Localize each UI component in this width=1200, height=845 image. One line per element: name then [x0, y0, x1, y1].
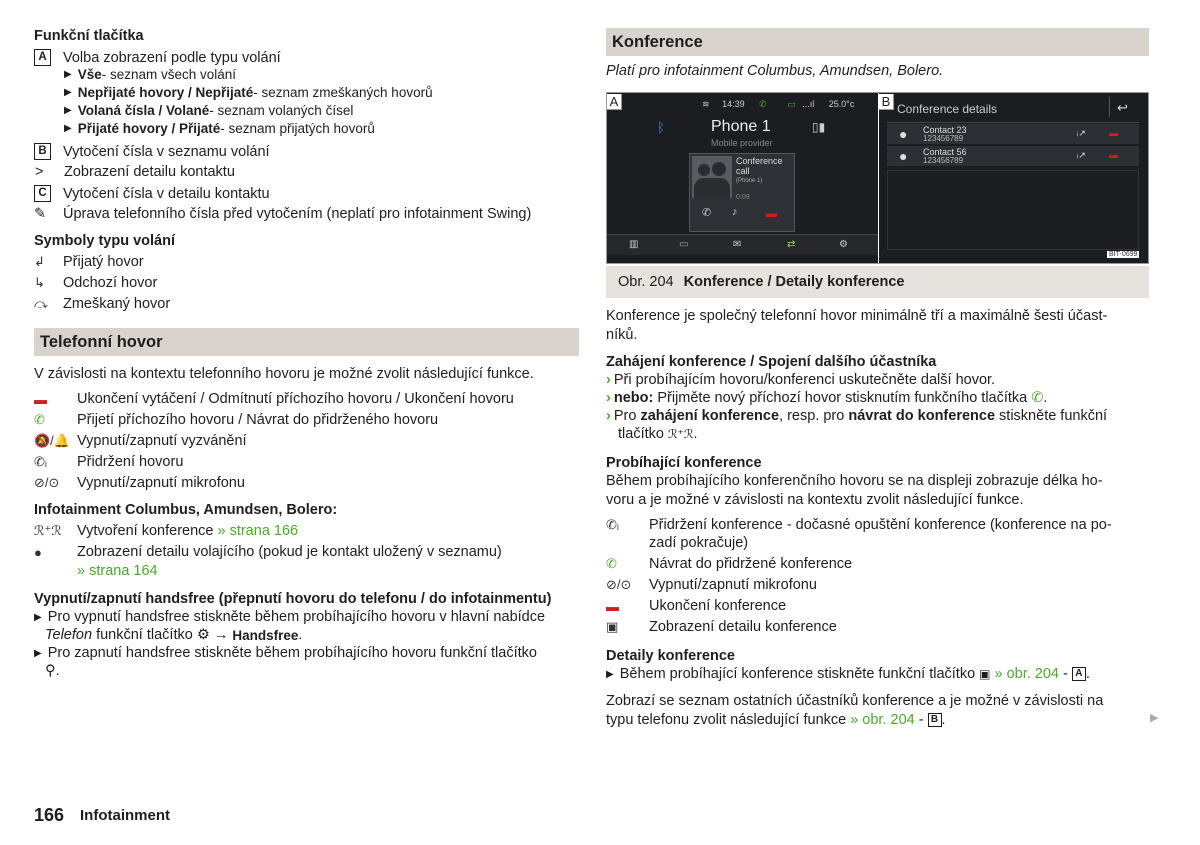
item-text: Zmeškaný hovor	[63, 296, 171, 312]
instruction: › nebo: Přijměte nový příchozí hovor stisknutím funkčního tlačítka ✆ .	[606, 390, 1048, 406]
marker-a: A	[34, 49, 51, 66]
list-item	[606, 517, 1112, 533]
contact-name: Contact 23	[923, 125, 967, 135]
ongoing-line: voru a je možné v závislosti na kontextu zvolit následující funkce.	[606, 491, 1024, 508]
sub-item-text: - seznam přijatých hovorů	[220, 121, 375, 136]
page-link[interactable]: » strana 166	[217, 523, 299, 539]
section-title: Telefonní hovor	[34, 328, 579, 356]
symbols-heading: Symboly typu volání	[34, 233, 175, 249]
item-text: Vypnutí/zapnutí mikrofonu	[649, 577, 817, 593]
conference-icon: ℛ⁺ℛ	[34, 523, 62, 538]
screen-a	[607, 93, 878, 263]
hangup-icon: ▬	[34, 391, 47, 407]
instruction-text: Pro vypnutí handsfree stiskněte během probíhajícího hovoru v hlavní nabídce	[47, 609, 546, 625]
instruction: ▶ Pro vypnutí handsfree stiskněte během probíhajícího hovoru v hlavní nabídce	[34, 609, 546, 625]
conference-icon: ℛ⁺ℛ	[667, 427, 694, 441]
item-text: Zobrazení detailu volajícího (pokud je kontakt uložený v seznamu)	[77, 544, 502, 560]
marker-c: C	[34, 185, 51, 202]
list-item	[34, 143, 270, 160]
hangup-icon[interactable]: ▬	[766, 208, 777, 220]
list-item	[34, 454, 183, 470]
sub-item-bold: Vše	[77, 67, 102, 82]
list-item	[34, 275, 157, 291]
instruction-bold: návrat do konference	[848, 408, 996, 424]
accept-call-icon: ✆	[34, 412, 45, 427]
instruction-text: funkční tlačítko ⚙ →	[92, 627, 233, 643]
hold-call-icon: ✆ᵢ	[34, 454, 47, 469]
provider-name: Mobile provider	[711, 138, 773, 148]
item-text: Vytočení čísla v seznamu volání	[63, 143, 270, 160]
list-item	[34, 254, 144, 270]
infotainment-heading: Infotainment Columbus, Amundsen, Bolero:	[34, 502, 338, 518]
instruction: ▶ Pro zapnutí handsfree stiskněte během probíhajícího hovoru funkční tlačítko	[34, 645, 537, 661]
transfer-icon[interactable]: ⇄	[787, 239, 796, 250]
status-bar	[702, 99, 874, 113]
temperature: 25.0°c	[828, 99, 855, 109]
item-text: Zobrazení detailu kontaktu	[64, 164, 235, 180]
list-item	[606, 577, 817, 593]
hangup-icon: ▬	[606, 598, 619, 614]
instruction: Telefon funkční tlačítko ⚙ → Handsfree .	[45, 627, 303, 643]
subtitle: Platí pro infotainment Columbus, Amundsen, Bolero.	[606, 63, 944, 79]
page-link[interactable]: » strana 164	[77, 563, 158, 579]
incoming-call-icon: ↲	[34, 254, 45, 269]
figure-label-a: A	[607, 94, 622, 110]
sub-item-text: - seznam všech volání	[101, 67, 237, 82]
ongoing-line: Během probíhajícího konferenčního hovoru se na displeji zobrazuje délka ho-	[606, 473, 1103, 489]
details-line-text: typu telefonu zvolit následující funkce	[606, 711, 847, 728]
intro-line: níků.	[606, 326, 638, 343]
settings-icon[interactable]: ⚙	[839, 239, 848, 250]
figure-link[interactable]: » obr. 204	[850, 711, 915, 728]
list-item	[649, 535, 748, 551]
instruction: tlačítko ℛ⁺ℛ .	[618, 426, 698, 442]
hangup-icon[interactable]: ▬	[1109, 150, 1118, 160]
wifi-icon: ≋	[702, 99, 710, 109]
instruction-text: Přijměte nový příchozí hovor stisknutím funkčního tlačítka	[653, 390, 1028, 406]
intro-line: Konference je společný telefonní hovor minimálně tří a maximálně šesti účast-	[606, 308, 1108, 324]
sub-item: ▶ Nepřijaté hovory / Nepřijaté - seznam zmeškaných hovorů	[64, 85, 433, 100]
item-text: Vytvoření konference	[77, 523, 214, 539]
conference-details-icon: ▣	[606, 619, 619, 634]
list-item	[34, 523, 298, 539]
keypad-icon[interactable]: ▥	[629, 239, 639, 250]
table-row[interactable]	[887, 146, 1139, 166]
instruction: ▶ Během probíhající konference stiskněte funkční tlačítko ▣ » obr. 204 - A .	[606, 666, 1090, 682]
instruction: ⚲ .	[45, 663, 60, 679]
instruction-text: stiskněte funkční	[995, 408, 1108, 424]
list-item	[34, 475, 245, 491]
function-buttons-heading: Funkční tlačítka	[34, 28, 144, 44]
conference-details-icon: ▣	[979, 667, 991, 681]
list-item	[606, 556, 852, 572]
caption-text	[618, 274, 904, 290]
list-item	[34, 296, 170, 312]
list-item	[77, 563, 158, 579]
ongoing-text	[606, 472, 1103, 509]
list-item	[34, 206, 531, 222]
list-item	[606, 619, 837, 635]
signal-icon: ...ıl	[802, 99, 815, 109]
pencil-icon: ✎	[34, 206, 47, 222]
handsfree-icon: ⚲	[45, 663, 56, 679]
item-text: Přidržení hovoru	[77, 454, 184, 470]
accept-call-icon: ✆	[1031, 390, 1044, 406]
conference-details-title: Conference details	[897, 102, 998, 116]
sub-item: ▶ Přijaté hovory / Přijaté - seznam přijatých hovorů	[64, 121, 375, 136]
hold-call-icon: ✆ᵢ	[606, 517, 619, 532]
contacts-icon[interactable]: ▭	[679, 239, 689, 250]
sub-item-text: - seznam zmeškaných hovorů	[253, 85, 433, 100]
details-line: typu telefonu zvolit následující funkce » obr. 204 - B .	[606, 711, 946, 728]
contact-icon: ●	[899, 148, 908, 164]
back-icon[interactable]: ↩	[1117, 100, 1128, 115]
caption-title: Konference / Detaily konference	[683, 274, 905, 290]
instruction-text: , resp. pro	[779, 408, 849, 424]
call-title: call	[736, 166, 750, 176]
list-item	[34, 49, 281, 66]
list-item	[34, 185, 270, 202]
details-text	[606, 692, 1103, 729]
start-heading: Zahájení konference / Spojení dalšího účastníka	[606, 354, 937, 370]
sub-item-text: - seznam volaných čísel	[209, 103, 354, 118]
phone-icon: ✆	[759, 99, 767, 109]
item-text: Návrat do přidržené konference	[649, 556, 853, 572]
list-item	[34, 544, 502, 560]
chevron-right-icon: >	[35, 164, 44, 180]
figure-label-b: B	[879, 94, 894, 110]
list-item	[34, 164, 235, 180]
marker-a: A	[1072, 667, 1086, 681]
instruction-text: Pro zapnutí handsfree stiskněte během probíhajícího hovoru funkční tlačítko	[47, 645, 537, 661]
sub-item: ▶ Vše - seznam všech volání	[64, 67, 237, 82]
instruction-text: Během probíhající konference stiskněte funkční tlačítko	[619, 666, 976, 682]
sub-item-bold: Volaná čísla / Volané	[77, 103, 210, 118]
sub-item-bold: Nepřijaté hovory / Nepřijaté	[77, 85, 254, 100]
list-item	[34, 433, 247, 449]
list-item	[34, 391, 514, 407]
instruction: › Pro zahájení konference , resp. pro návrat do konference stiskněte funkční	[606, 408, 1108, 424]
ringtone-toggle-icon: 🔕/🔔	[34, 433, 70, 448]
page-number: 166	[34, 805, 65, 825]
marker-b: B	[34, 143, 51, 160]
marker-b: B	[928, 713, 942, 727]
figure-code: BIT-0699	[1109, 251, 1138, 258]
instruction-text: Pro	[613, 408, 641, 424]
phone-switch-icon[interactable]: ▯▮	[812, 120, 826, 134]
screen-b	[879, 93, 1148, 263]
private-call-icon[interactable]: ᵢ↗	[1077, 128, 1086, 138]
item-text: Přijatý hovor	[63, 254, 144, 270]
contact-number: 123456789	[923, 134, 964, 143]
item-text: Úprava telefonního čísla před vytočením (neplatí pro infotainment Swing)	[63, 206, 532, 222]
handsfree-heading: Vypnutí/zapnutí handsfree (přepnutí hovoru do telefonu / do infotainmentu)	[34, 591, 552, 607]
call-title: Conference	[736, 156, 783, 166]
item-text: Přidržení konference - dočasné opuštění konference (konference na po-	[649, 517, 1112, 533]
figure-204	[606, 92, 1149, 264]
figure-caption	[606, 266, 1149, 298]
table-row[interactable]	[887, 124, 1139, 144]
contact-icon: ●	[899, 126, 908, 142]
intro-text: V závislosti na kontextu telefonního hovoru je možné zvolit následující funkce.	[34, 366, 534, 382]
item-text: Vypnutí/zapnutí mikrofonu	[77, 475, 245, 491]
right-column	[606, 0, 1149, 845]
menu-item: Handsfree	[232, 627, 299, 643]
list-item	[34, 412, 438, 428]
missed-call-icon: ⤼	[34, 296, 48, 311]
sub-item-bold: Přijaté hovory / Přijaté	[77, 121, 221, 136]
item-text: Ukončení konference	[649, 598, 787, 614]
private-call-icon[interactable]: ᵢ↗	[1077, 150, 1086, 160]
item-text: Ukončení vytáčení / Odmítnutí příchozího hovoru / Ukončení hovoru	[77, 391, 514, 407]
accept-call-icon: ✆	[606, 556, 617, 571]
call-subtitle: (Phone 1)	[736, 178, 763, 184]
sub-item: ▶ Volaná čísla / Volané - seznam volaných čísel	[64, 103, 354, 118]
item-text: Volba zobrazení podle typu volání	[63, 49, 281, 66]
next-page-arrow-icon[interactable]: ▶	[1150, 712, 1159, 724]
list-item	[606, 598, 786, 614]
phone-name: Phone 1	[711, 118, 771, 135]
bottom-toolbar	[607, 234, 878, 255]
microphone-toggle-icon: ⊘/⊙	[34, 475, 60, 490]
ongoing-heading: Probíhající konference	[606, 455, 762, 471]
contact-icon: ●	[34, 544, 42, 560]
caption-number: Obr. 204	[618, 274, 674, 290]
microphone-toggle-icon: ⊘/⊙	[606, 577, 632, 592]
chapter-name: Infotainment	[80, 807, 170, 824]
details-heading: Detaily konference	[606, 648, 735, 664]
message-icon[interactable]: ✉	[733, 239, 742, 250]
instruction: › Při probíhajícím hovoru/konferenci uskutečněte další hovor.	[606, 372, 996, 388]
item-text: Zobrazení detailu konference	[649, 619, 837, 635]
hold-call-icon[interactable]: ✆	[702, 207, 712, 219]
menu-name: Telefon	[45, 627, 93, 643]
contact-number: 123456789	[923, 156, 964, 165]
call-card	[689, 153, 795, 232]
call-timer: 0:09	[736, 194, 750, 201]
instruction-bold: zahájení konference	[640, 408, 780, 424]
bluetooth-icon: ᛒ	[657, 120, 665, 135]
microphone-icon[interactable]: ♪	[732, 206, 738, 218]
intro-text	[606, 307, 1107, 344]
instruction-text: Při probíhajícím hovoru/konferenci uskutečněte další hovor.	[613, 372, 996, 388]
item-text: Vytočení čísla v detailu kontaktu	[63, 185, 270, 202]
conference-avatar-icon	[692, 156, 732, 198]
outgoing-call-icon: ↳	[34, 275, 45, 290]
item-text: Přijetí příchozího hovoru / Návrat do přidrženého hovoru	[77, 412, 439, 428]
contact-name: Contact 56	[923, 147, 967, 157]
hangup-icon[interactable]: ▬	[1109, 128, 1118, 138]
figure-link[interactable]: » obr. 204	[994, 666, 1059, 682]
item-text: Odchozí hovor	[63, 275, 158, 291]
item-text: zadí pokračuje)	[649, 535, 749, 551]
battery-icon: ▭	[787, 99, 796, 109]
section-title: Konference	[606, 28, 1149, 56]
details-line: Zobrazí se seznam ostatních účastníků konference a je možné v závislosti na	[606, 693, 1104, 709]
item-text: Vypnutí/zapnutí vyzvánění	[77, 433, 247, 449]
instruction-text: tlačítko	[618, 426, 668, 442]
instruction-bold: nebo:	[613, 390, 654, 406]
clock: 14:39	[722, 99, 745, 109]
